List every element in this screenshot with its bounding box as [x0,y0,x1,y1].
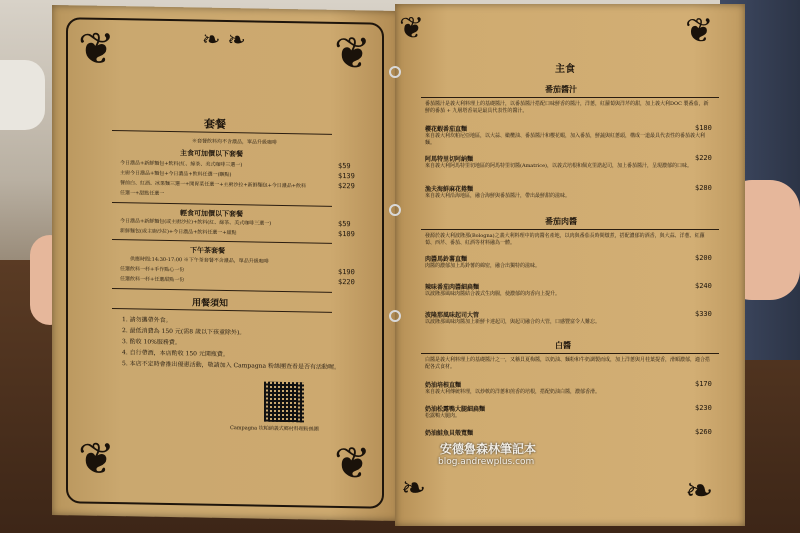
qr-code [264,382,304,423]
group3-note: 供應時間:14:30-17:00 ※下午茶套餐不含濃品，單品升級咖啡 [130,256,269,265]
dish-description: 松露鴨大腿肉。 [425,413,461,419]
sub2-title: 番茄肉醬 [545,216,577,226]
sub3-intro: 白醬是義大利料理上的基礎醬汁之一，又稱貝夏梅醬，以奶油、麵粉和牛奶調製而成，加上洋蔥與月桂葉提香，滑順濃郁，適合搭配各式食材。 [425,357,711,370]
sub3-title: 白醬 [555,340,571,350]
dish-name: 奶油松露鴨大腿細扁麵 [425,406,486,413]
right-section-title: 主食 [555,64,575,75]
dish-description: 來自義大利沿海地區，融合海鮮與番茄醬汁，帶出最鮮甜的滋味。 [425,193,571,199]
dish-price: $180 [695,124,712,132]
flourish-top-right: ❦ [685,11,714,51]
menu-item-price: $220 [338,277,355,287]
menu-item-text: 今日濃品+新鮮麵包+飲料(紅、綠茶、美式咖啡三選一) [120,160,243,169]
left-note-top: ※套餐飲料均不含濃品，單品升級咖啡 [192,138,278,146]
dish-description: 肉醬的濃郁加上馬鈴薯的綿密，融合出獨特的滋味。 [425,263,541,269]
flourish-top-center: ❧ ❧ [202,27,246,54]
dish-name: 波隆那風味起司大管 [425,312,480,319]
dish-description: 來自義大利阿馬特里切地區的阿馬特里切醬(Amatrice)，以義式培根和佩克里諾起司，加上番茄醬汁，呈現濃郁的口味。 [425,163,692,169]
divider [421,229,719,230]
dish-name: 肉醬馬鈴薯直麵 [425,256,468,263]
dish-name: 辣味番茄肉醬細扁麵 [425,284,480,291]
dish-price: $230 [695,404,712,412]
dish-price: $260 [695,428,712,436]
dish-name: 奶油培根直麵 [425,382,462,389]
binder-ring [389,310,401,322]
menu-item-price: $190 [338,267,355,277]
menu-item-text: 任選飲料一杯+任選甜點一份 [120,276,185,284]
dish-description: 以波隆那風味肉醬加上新鮮卡達起司，與起司融合的大管，口感豐富令人難忘。 [425,319,601,325]
menu-item-text: 任選飲料一杯+手作點心一份 [120,266,185,274]
dish-price: $280 [695,184,712,192]
dish-price: $170 [695,380,712,388]
menu-item-text: 新鮮麵包(或主廚沙拉)+今日濃品+飲料任選一+甜點 [120,228,237,237]
menu-item-price: $139 [338,171,355,181]
notice-item: 2. 最低消費為 150 元(需8 歲以下孩童除外)。 [122,327,246,337]
dish-name: 漁夫海鮮麻花捲麵 [425,186,474,193]
menu-item-text: 任選一+甜點任選一 [120,190,165,197]
dish-price: $220 [695,154,712,162]
dish-description: 來自義大利傳統料理，以炒軟的洋蔥和煎香的培根，搭配奶油白醬，濃郁香滑。 [425,389,601,395]
flourish-top-left: ❦ [78,23,115,76]
menu-item-price: $59 [338,219,351,229]
notice-item: 1. 請勿攜帶外食。 [122,316,172,325]
divider [421,353,719,354]
flourish-bottom-right: ❧ [685,471,714,511]
group1-title: 主食可加價以下套餐 [180,148,243,159]
menu-item-price: $59 [338,161,351,171]
menu-item-price: $229 [338,181,355,191]
group3-title: 下午茶套餐 [190,245,225,255]
dish-name: 櫻花蝦番茄直麵 [425,126,468,133]
flourish-top-left: ❦ [399,11,425,46]
sub1-intro: 番茄醬汁是義大利料理上的基礎醬汁，以番茄醬汁搭配口味鮮香的醬汁，洋蔥，紅蘿蔔與洋芹的甜，加上義大利DOC 製番茄，新鮮的番茄 + 九層塔香氣是最具代表性的醬汁。 [425,101,709,114]
dish-price: $240 [695,282,712,290]
dish-name: 奶油鮭魚貝殼寬麵 [425,430,474,437]
notice-item: 5. 本店不定時會推出優惠活動，敬請加入 Campagna 粉絲團查看是否有活動喔。 [122,360,341,371]
left-section-title: 套餐 [204,117,226,131]
flourish-bottom-left: ❧ [401,471,427,506]
menu-item-text: 今日濃品+新鮮麵包(或主廚沙拉)+飲料(紅、綠茶、美式咖啡三選一) [120,218,272,227]
dish-price: $330 [695,310,712,318]
menu-item-price: $109 [338,229,355,239]
notice-item: 4. 自行帶酒，本店酌收 150 元開瓶費。 [122,349,229,359]
dish-description: 以波隆那風味肉醬結合義式生肉腸，使濃郁的肉香向上提升。 [425,291,561,297]
group2-title: 輕食可加價以下套餐 [180,208,243,219]
flourish-bottom-right: ❦ [334,437,371,490]
binder-ring [389,204,401,216]
dish-description: 來自義大利坎帕尼亞地區，以大蒜、橄欖油、番茄醬汁和櫻花蝦，加入番茄，鮮蔬與紅蔥頭，構成一道最具代表性的番茄義大利麵。 [425,133,706,146]
left-footer: Campagna 坎帕納義式鄉村料理粉絲團 [230,425,319,433]
dish-price: $200 [695,254,712,262]
menu-left-page [52,5,400,521]
binder-ring [389,66,401,78]
flourish-top-right: ❦ [334,27,371,80]
menu-item-text: 餐前白、紅酒、冰果麵三選一+開胃菜任選一+主廚沙拉+新鮮麵包+今日濃品+飲料 [120,180,306,190]
divider [421,97,719,98]
dish-name: 阿馬特里切阿納麵 [425,156,474,163]
sub2-intro: 發源於義大利波隆那(Bologna)之義大利料理中的肉醬名產地，以肉與番茄長時間燉煮，搭配濃郁的酒香，與大蒜、洋蔥、紅蘿蔔、西芹、番茄、紅酒等材料融為一體。 [425,233,705,246]
flourish-bottom-left: ❦ [78,433,115,486]
watermark-url: blog.andrewplus.com [438,457,535,467]
notice-item: 3. 酌收 10%服務費。 [122,338,181,347]
notice-title: 用餐須知 [192,298,229,310]
sub1-title: 番茄醬汁 [545,84,577,94]
teapot [0,60,45,130]
watermark-name: 安德魯森林筆記本 [440,442,537,456]
menu-item-text: 主廚今日濃品+麵包+今日濃品+飲料任選一(睏點) [120,170,232,179]
